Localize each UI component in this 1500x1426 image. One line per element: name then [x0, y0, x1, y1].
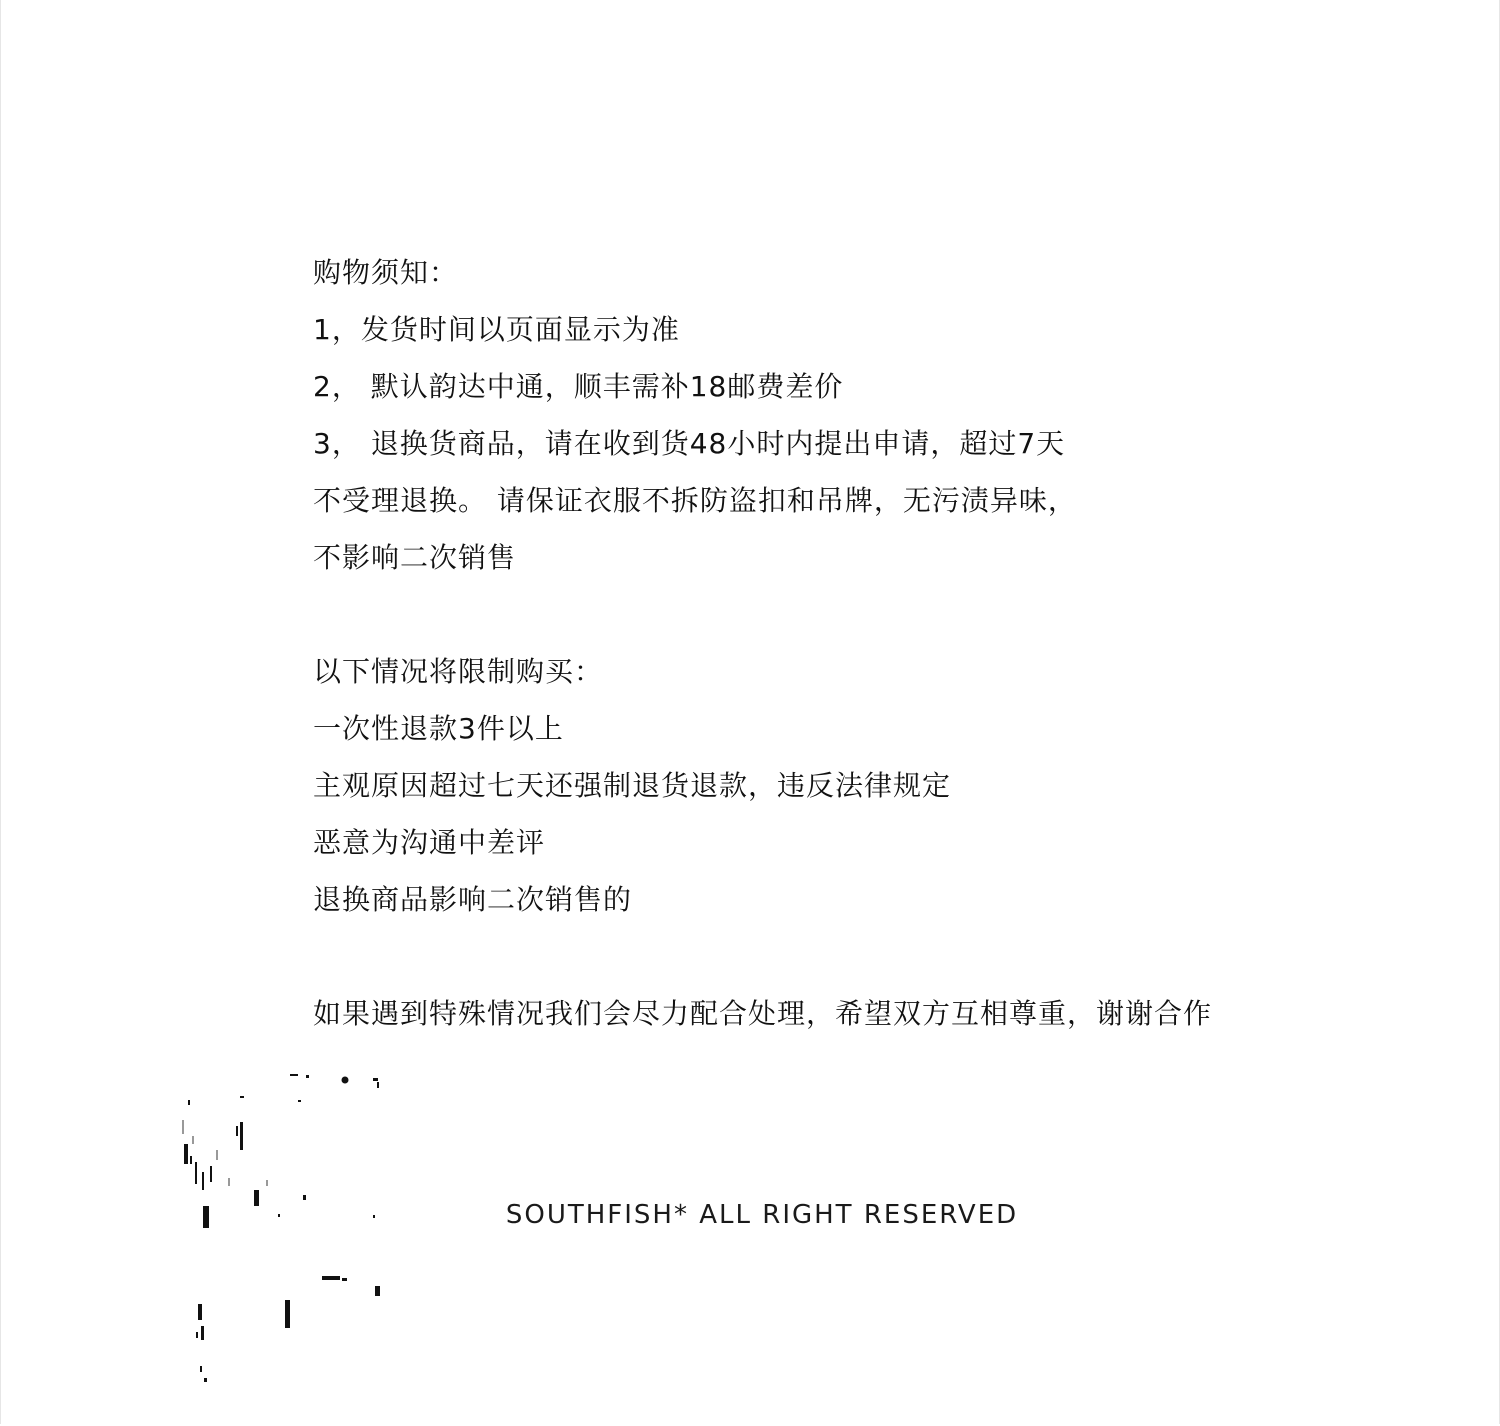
paragraph-gap: [313, 586, 1373, 643]
notice-text-block: [313, 244, 1373, 1042]
closing-statement: 如果遇到特殊情况我们会尽力配合处理，希望双方互相尊重，谢谢合作: [313, 997, 1213, 1030]
restriction-item: 主观原因超过七天还强制退货退款，违反法律规定: [313, 769, 952, 802]
shopping-notice-title: 购物须知：: [313, 256, 459, 289]
notice-item-3-line-1: 3， 退换货商品，请在收到货48小时内提出申请，超过7天: [313, 427, 1066, 460]
restriction-item: 一次性退款3件以上: [313, 712, 564, 745]
restriction-item: 退换商品影响二次销售的: [313, 883, 633, 916]
restrictions-title: 以下情况将限制购买：: [313, 655, 604, 688]
notice-item-3-line-2: 不受理退换。 请保证衣服不拆防盗扣和吊牌，无污渍异味，: [313, 484, 1077, 517]
ink-splatter-decoration: [170, 1060, 410, 1400]
restriction-item: 恶意为沟通中差评: [313, 826, 546, 859]
paragraph-gap: [313, 928, 1373, 985]
copyright-footer: SOUTHFISH* ALL RIGHT RESERVED: [505, 1200, 1019, 1230]
notice-item-2: 2， 默认韵达中通，顺丰需补18邮费差价: [313, 370, 844, 403]
notice-item-3-line-3: 不影响二次销售: [313, 541, 517, 574]
notice-item-1: 1，发货时间以页面显示为准: [313, 313, 680, 346]
